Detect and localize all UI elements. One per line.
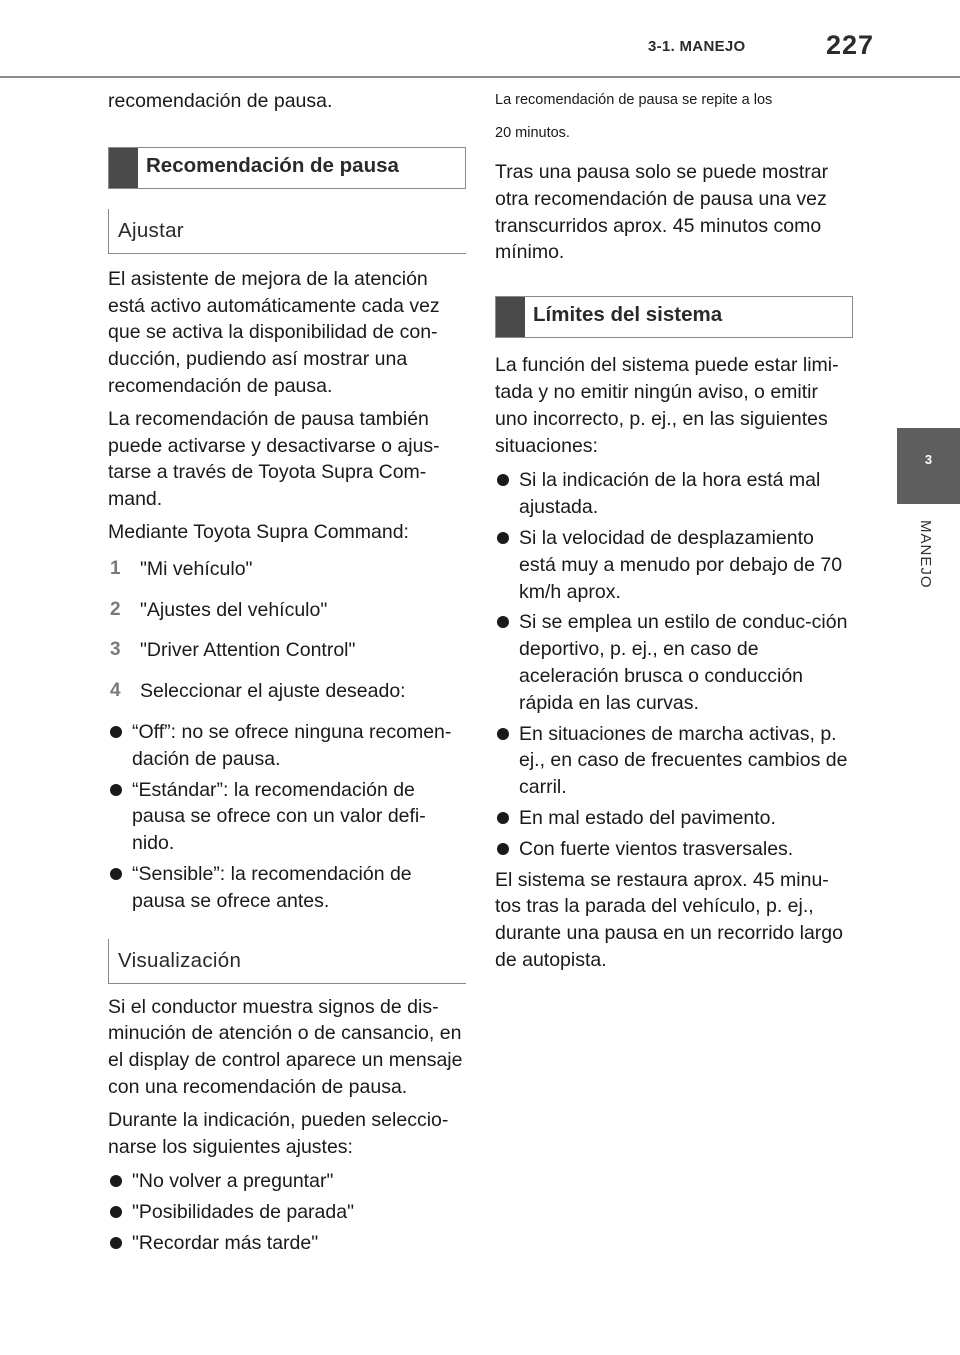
list-item (495, 805, 853, 832)
list-item (108, 861, 466, 915)
bullet-icon (497, 812, 509, 824)
section-title: Límites del sistema (533, 303, 723, 327)
list-item (495, 467, 853, 521)
heading-bar (109, 148, 138, 188)
bullet-icon (110, 1175, 122, 1187)
list-item (108, 777, 466, 857)
list-item-text: En situaciones de marcha activas, p. ej., en caso de frecuentes cambios de carril. (519, 722, 848, 799)
list-item (108, 1168, 466, 1195)
list-item (108, 1199, 466, 1226)
list-item-text: Con fuerte vientos trasversales. (519, 837, 794, 860)
subheading-adjust (108, 209, 466, 254)
paragraph: Tras una pausa solo se puede mostrar otra recomendación de pausa una vez transcurridos aprox. 45 minutos como mínimo. (495, 161, 829, 264)
paragraph: Si el conductor muestra signos de dis-minución de atención o de cansancio, en el display de control aparece un mensaje con una recomendación de pausa. (108, 995, 463, 1098)
step-text: "Mi vehículo" (140, 557, 253, 580)
bullet-icon (110, 784, 122, 796)
paragraph: Mediante Toyota Supra Command: (108, 520, 409, 543)
list-item (108, 719, 466, 773)
step-item (108, 597, 466, 624)
list-item-text: “Estándar”: la recomendación de pausa se ofrece con un valor defi-nido. (132, 778, 426, 855)
header-divider (0, 76, 960, 78)
list-item (495, 609, 853, 716)
side-tab-number: 3 (924, 452, 933, 467)
bullet-icon (497, 532, 509, 544)
list-item (495, 525, 853, 605)
bullet-icon (497, 728, 509, 740)
list-item-text: Si la indicación de la hora está mal ajustada. (519, 469, 821, 519)
list-item-text: “Off”: no se ofrece ninguna recomen-dación de pausa. (132, 720, 452, 770)
list-item-text: Si la velocidad de desplazamiento está muy a menudo por debajo de 70 km/h aprox. (519, 526, 843, 603)
list-item-text: “Sensible”: la recomendación de pausa se ofrece antes. (132, 862, 412, 912)
step-text: Seleccionar el ajuste deseado: (140, 680, 406, 703)
list-item-text: "No volver a preguntar" (132, 1170, 334, 1193)
paragraph: Durante la indicación, pueden seleccio-narse los siguientes ajustes: (108, 1108, 449, 1158)
bullet-icon (110, 726, 122, 738)
subheading-title: Ajustar (118, 218, 184, 242)
right-column (495, 85, 853, 980)
note-text: 20 minutos. (495, 125, 570, 141)
note-text: La recomendación de pausa se repite a los (495, 92, 773, 108)
section-heading-pause (108, 147, 466, 189)
step-item (108, 637, 466, 664)
list-item (495, 721, 853, 801)
step-number: 3 (110, 639, 121, 661)
paragraph: El asistente de mejora de la atención está activo automáticamente cada vez que se activa la disponibilidad de con-ducción, pudiendo así mostrar una recomendación de pausa. (108, 267, 440, 397)
step-item (108, 556, 466, 583)
chapter-heading: 3-1. MANEJO (648, 38, 746, 55)
step-number: 2 (110, 598, 121, 620)
list-item-text: "Recordar más tarde" (132, 1231, 319, 1254)
bullet-icon (497, 843, 509, 855)
list-item-text: "Posibilidades de parada" (132, 1201, 354, 1224)
paragraph: La recomendación de pausa también puede activarse y desactivarse o ajus-tarse a través de Toyota Supra Com-mand. (108, 407, 440, 511)
list-item-text: Si se emplea un estilo de conduc-ción deportivo, p. ej., en caso de aceleración brusca o conducción rápida en las curvas. (519, 611, 848, 714)
bullet-icon (497, 474, 509, 486)
step-text: "Ajustes del vehículo" (140, 598, 328, 621)
subheading-title: Visualización (118, 948, 242, 972)
section-title: Recomendación de pausa (146, 153, 399, 177)
step-text: "Driver Attention Control" (140, 639, 356, 662)
list-item-text: En mal estado del pavimento. (519, 806, 776, 829)
bullet-icon (110, 1237, 122, 1249)
intro-text: recomendación de pausa. (108, 90, 333, 112)
list-item (108, 1230, 466, 1257)
bullet-icon (110, 868, 122, 880)
bullet-icon (110, 1206, 122, 1218)
side-tab-label: MANEJO (917, 520, 934, 589)
step-item (108, 678, 466, 705)
list-item (495, 836, 853, 863)
subheading-display (108, 939, 466, 984)
paragraph: El sistema se restaura aprox. 45 minu-tos tras la parada del vehículo, p. ej., durante una pausa en un recorrido largo de autopista. (495, 868, 843, 971)
step-number: 1 (110, 557, 121, 579)
bullet-icon (497, 616, 509, 628)
heading-bar (496, 297, 525, 337)
section-heading-limits (495, 296, 853, 338)
paragraph: La función del sistema puede estar limi-tada y no emitir ningún aviso, o emitir uno incorrecto, p. ej., en las siguientes situaciones: (495, 354, 839, 457)
left-column (108, 88, 466, 1261)
step-number: 4 (110, 680, 121, 702)
page-number: 227 (826, 30, 875, 60)
